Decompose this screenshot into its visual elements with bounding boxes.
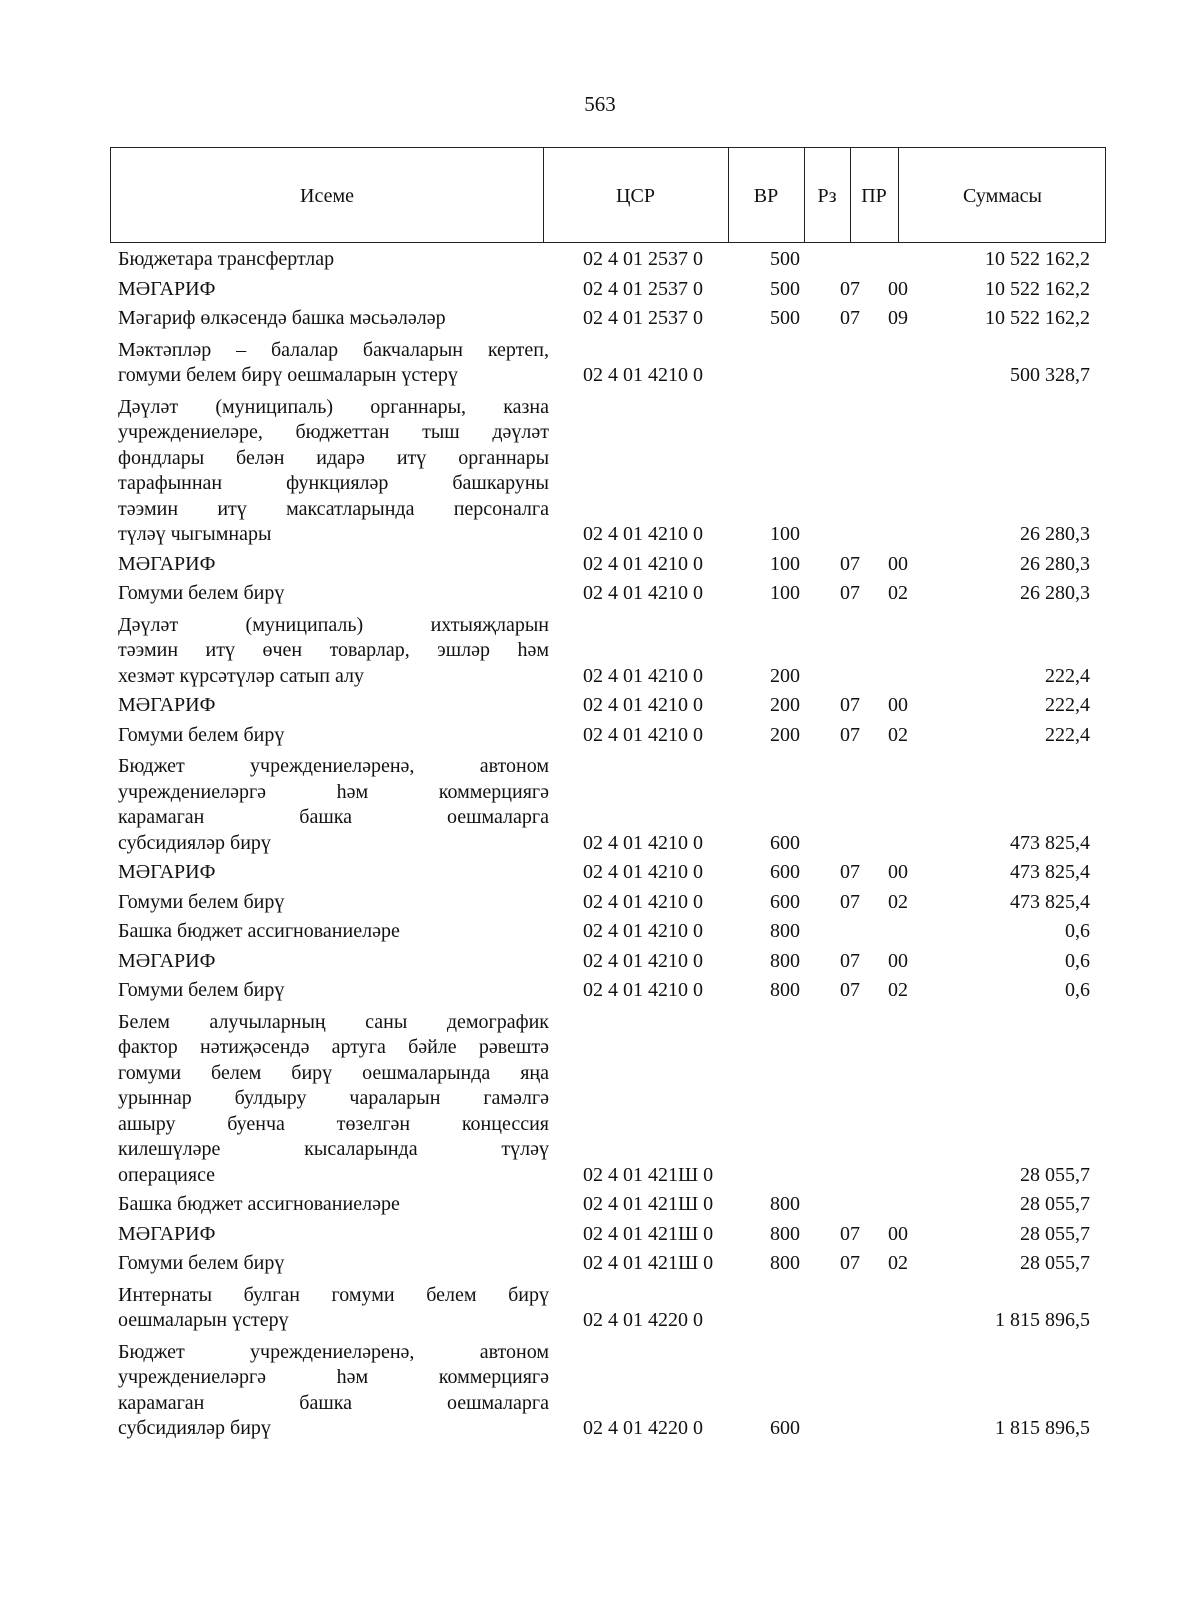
row-name [118,1010,549,1189]
row-sum: 10 522 162,2 [985,248,1090,270]
page-number: 563 [584,92,616,116]
row-csr: 02 4 01 4220 0 [583,1309,703,1331]
table-row [0,754,1200,856]
row-name-line: Мәктәпләр – балалар бакчаларын кертеп, [118,338,549,361]
row-rz: 07 [840,723,860,746]
row-csr: 02 4 01 4210 0 [583,582,703,604]
row-name-line: гомуми белем бирү оешмаларын үстерү [118,364,458,386]
row-pr: 02 [888,723,908,746]
row-name-line: учреждениеләргә һәм коммерциягә [118,780,549,803]
row-name-line: түләү чыгымнары [118,523,272,545]
row-name [118,338,549,389]
row-name-line: МӘГАРИФ [118,552,216,575]
row-csr: 02 4 01 4210 0 [583,890,703,913]
row-name-line: тәэмин итү өчен товарлар, эшләр һәм [118,639,549,661]
row-name-line: Бюджетара трансфертлар [118,248,335,270]
row-csr: 02 4 01 4210 0 [583,723,703,746]
row-name-line: урыннар булдыру чараларын гамәлгә [118,1087,549,1109]
row-name-line: Белем алучыларның саны демографик [118,1010,549,1033]
row-name-line: субсидияләр бирү [118,831,271,854]
header-sum: Суммасы [963,184,1042,207]
row-rz: 07 [840,1222,860,1245]
row-sum: 28 055,7 [1020,1252,1090,1274]
row-name [118,1340,549,1442]
row-sum: 10 522 162,2 [985,307,1090,329]
row-name [118,860,549,886]
table-row [0,581,1200,607]
row-sum: 473 825,4 [1010,861,1090,883]
row-name-line: Бюджет учреждениеләренә, автоном [118,755,549,777]
row-name-line: МӘГАРИФ [118,694,216,716]
row-pr: 00 [888,949,908,972]
row-vr: 200 [770,664,800,687]
row-name-line: карамаган башка оешмаларга [118,1391,549,1414]
row-name [118,552,549,578]
row-sum: 28 055,7 [1020,1193,1090,1215]
row-name [118,306,549,332]
row-name-line: МӘГАРИФ [118,861,216,883]
row-vr: 800 [770,920,800,942]
row-sum: 28 055,7 [1020,1222,1090,1245]
row-name [118,919,549,945]
row-vr: 800 [770,949,800,972]
row-name [118,723,549,749]
row-vr: 500 [770,307,800,329]
table-row [0,919,1200,945]
row-name [118,613,549,690]
row-rz: 07 [840,979,860,1001]
row-name-line: Гомуми белем бирү [118,979,285,1001]
row-csr: 02 4 01 4210 0 [583,552,703,575]
row-rz: 07 [840,1252,860,1274]
row-vr: 100 [770,582,800,604]
row-name-line: оешмаларын үстерү [118,1309,289,1331]
header-name: Исеме [300,184,354,207]
row-vr: 800 [770,1222,800,1245]
row-csr: 02 4 01 4210 0 [583,920,703,942]
table-row [0,1283,1200,1334]
header-vr: ВР [753,184,779,207]
row-name-line: Дәүләт (муниципаль) органнары, казна [118,395,549,418]
table-row [0,1251,1200,1277]
row-name-line: тарафыннан функцияләр башкаруны [118,472,549,494]
row-name [118,693,549,719]
row-pr: 00 [888,861,908,883]
row-name [118,395,549,548]
row-name-line: хезмәт күрсәтүләр сатып алу [118,664,364,687]
row-csr: 02 4 01 2537 0 [583,248,703,270]
row-name-line: Дәүләт (муниципаль) ихтыяҗларын [118,613,549,636]
row-pr: 09 [888,307,908,329]
row-name-line: МӘГАРИФ [118,949,216,972]
row-rz: 07 [840,861,860,883]
row-name-line: учреждениеләре, бюджеттан тыш дәүләт [118,421,549,443]
row-name-line: карамаган башка оешмаларга [118,806,549,828]
row-vr: 100 [770,552,800,575]
table-row [0,693,1200,719]
row-name [118,1192,549,1218]
row-csr: 02 4 01 4210 0 [583,831,703,854]
row-sum: 26 280,3 [1020,552,1090,575]
row-name-line: ашыру буенча төзелгән концессия [118,1112,549,1135]
row-name-line: Гомуми белем бирү [118,1252,285,1274]
row-vr: 200 [770,723,800,746]
row-rz: 07 [840,552,860,575]
row-name [118,1251,549,1277]
row-vr: 800 [770,1252,800,1274]
row-sum: 222,4 [1045,694,1090,716]
row-name-line: операциясе [118,1163,216,1186]
table-row [0,277,1200,303]
row-sum: 473 825,4 [1010,890,1090,913]
row-name [118,277,549,303]
row-sum: 222,4 [1045,723,1090,746]
row-vr: 600 [770,890,800,913]
row-sum: 26 280,3 [1020,582,1090,604]
row-rz: 07 [840,307,860,329]
row-name-line: Гомуми белем бирү [118,723,285,746]
row-csr: 02 4 01 4210 0 [583,861,703,883]
row-pr: 02 [888,1252,908,1274]
row-name-line: фактор нәтиҗәсендә артуга бәйле рәвештә [118,1036,549,1058]
row-vr: 800 [770,1193,800,1215]
row-csr: 02 4 01 421Ш 0 [583,1252,714,1274]
row-name [118,247,549,273]
row-csr: 02 4 01 4210 0 [583,664,703,687]
row-name [118,949,549,975]
row-csr: 02 4 01 4220 0 [583,1417,703,1439]
row-name-line: гомуми белем бирү оешмаларында яңа [118,1061,549,1084]
row-pr: 00 [888,552,908,575]
table-row [0,1222,1200,1248]
header-csr: ЦСР [616,184,655,207]
table-row [0,247,1200,273]
row-sum: 1 815 896,5 [995,1309,1090,1331]
table-row [0,1340,1200,1442]
row-name [118,1222,549,1248]
row-sum: 1 815 896,5 [995,1417,1090,1439]
row-sum: 473 825,4 [1010,831,1090,854]
row-rz: 07 [840,890,860,913]
row-csr: 02 4 01 4210 0 [583,979,703,1001]
row-vr: 100 [770,523,800,545]
table-row [0,860,1200,886]
table-row [0,306,1200,332]
row-rz: 07 [840,582,860,604]
row-sum: 28 055,7 [1020,1163,1090,1186]
row-vr: 500 [770,277,800,300]
table-row [0,1192,1200,1218]
row-vr: 600 [770,861,800,883]
row-name [118,978,549,1004]
row-name-line: МӘГАРИФ [118,277,216,300]
row-name [118,890,549,916]
row-vr: 600 [770,1417,800,1439]
row-name-line: Интернаты булган гомуми белем бирү [118,1283,549,1306]
row-csr: 02 4 01 4210 0 [583,949,703,972]
row-pr: 00 [888,694,908,716]
row-vr: 800 [770,979,800,1001]
row-rz: 07 [840,694,860,716]
row-name-line: Мәгариф өлкәсендә башка мәсьәләләр [118,307,446,329]
table-row [0,978,1200,1004]
row-name [118,1283,549,1334]
table-row [0,613,1200,690]
row-sum: 222,4 [1045,664,1090,687]
row-csr: 02 4 01 4210 0 [583,364,703,386]
row-sum: 10 522 162,2 [985,277,1090,300]
row-name [118,581,549,607]
row-name-line: Башка бюджет ассигнованиеләре [118,920,400,942]
row-csr: 02 4 01 2537 0 [583,307,703,329]
row-sum: 500 328,7 [1010,364,1090,386]
table-header [110,147,1106,243]
table-body [0,243,1200,1442]
row-name-line: учреждениеләргә һәм коммерциягә [118,1366,549,1388]
table-row [0,723,1200,749]
table-row [0,949,1200,975]
row-name-line: Гомуми белем бирү [118,890,285,913]
row-sum: 0,6 [1065,979,1090,1001]
row-name-line: килешүләре кысаларында түләү [118,1138,549,1160]
row-csr: 02 4 01 2537 0 [583,277,703,300]
row-rz: 07 [840,949,860,972]
row-csr: 02 4 01 4210 0 [583,523,703,545]
row-pr: 02 [888,890,908,913]
row-name-line: МӘГАРИФ [118,1222,216,1245]
row-sum: 0,6 [1065,949,1090,972]
row-vr: 600 [770,831,800,854]
row-pr: 00 [888,277,908,300]
row-csr: 02 4 01 421Ш 0 [583,1193,714,1215]
table-row [0,1010,1200,1189]
row-vr: 200 [770,694,800,716]
row-name-line: Бюджет учреждениеләренә, автоном [118,1340,549,1363]
row-csr: 02 4 01 421Ш 0 [583,1222,714,1245]
row-name-line: Башка бюджет ассигнованиеләре [118,1193,400,1215]
row-rz: 07 [840,277,860,300]
row-name-line: субсидияләр бирү [118,1417,271,1439]
row-name-line: тәэмин итү максатларында персоналга [118,497,549,520]
row-csr: 02 4 01 421Ш 0 [583,1163,714,1186]
row-sum: 26 280,3 [1020,523,1090,545]
row-pr: 02 [888,979,908,1001]
row-pr: 00 [888,1222,908,1245]
header-rz: Рз [817,184,837,207]
row-name-line: фондлары белән идарә итү органнары [118,446,549,469]
table-row [0,552,1200,578]
row-vr: 500 [770,248,800,270]
header-pr: ПР [861,184,887,207]
row-pr: 02 [888,582,908,604]
table-row [0,395,1200,548]
row-name [118,754,549,856]
table-row [0,890,1200,916]
row-csr: 02 4 01 4210 0 [583,694,703,716]
row-sum: 0,6 [1065,920,1090,942]
table-row [0,338,1200,389]
row-name-line: Гомуми белем бирү [118,582,285,604]
